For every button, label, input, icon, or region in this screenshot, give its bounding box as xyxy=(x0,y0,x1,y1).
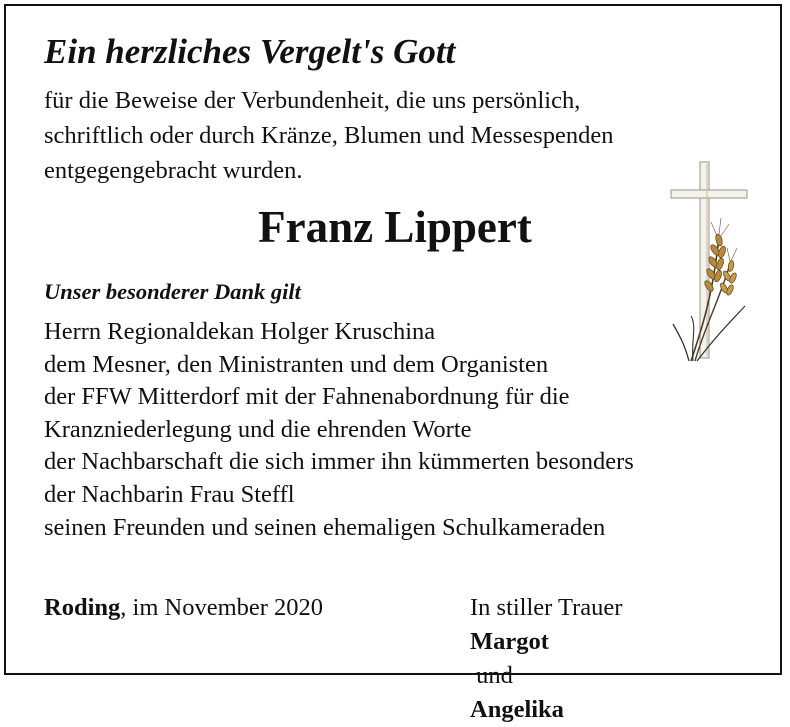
thanks-line: Kranzniederlegung und die ehrenden Worte xyxy=(44,415,472,443)
intro-line: schriftlich oder durch Kränze, Blumen und Messespenden xyxy=(44,122,614,149)
mourners-conjunction: und xyxy=(470,662,519,689)
thanks-line: der Nachbarschaft die sich immer ihn kümmerten besonders xyxy=(44,448,634,476)
date-text: , im November 2020 xyxy=(120,594,324,621)
thanks-list xyxy=(44,316,784,544)
thanks-line: Herrn Regionaldekan Holger Kruschina xyxy=(44,318,436,345)
mourning-block xyxy=(470,591,622,727)
mourners xyxy=(470,625,622,727)
intro-line: für die Beweise der Verbundenheit, die uns persönlich, xyxy=(44,87,581,114)
thanks-line: seinen Freunden und seinen ehemaligen Schulkameraden xyxy=(44,513,606,541)
mourning-label: In stiller Trauer xyxy=(470,594,623,621)
mourner-name: Margot xyxy=(470,628,549,655)
intro-text xyxy=(44,83,764,188)
place-and-date xyxy=(44,591,323,625)
thanks-line: der Nachbarin Frau Steffl xyxy=(44,480,295,508)
thanks-line: der FFW Mitterdorf mit der Fahnenabordnung für die xyxy=(44,383,570,411)
deceased-name: Franz Lippert xyxy=(258,202,532,252)
thanks-title: Unser besonderer Dank gilt xyxy=(44,279,301,304)
place-name: Roding xyxy=(44,594,121,621)
announcement-card xyxy=(4,4,782,723)
intro-line: entgegengebracht wurden. xyxy=(44,157,303,184)
mourner-name: Angelika xyxy=(470,696,564,723)
thanks-line: dem Mesner, den Ministranten und dem Organisten xyxy=(44,350,549,378)
heading: Ein herzliches Vergelt's Gott xyxy=(44,32,456,71)
